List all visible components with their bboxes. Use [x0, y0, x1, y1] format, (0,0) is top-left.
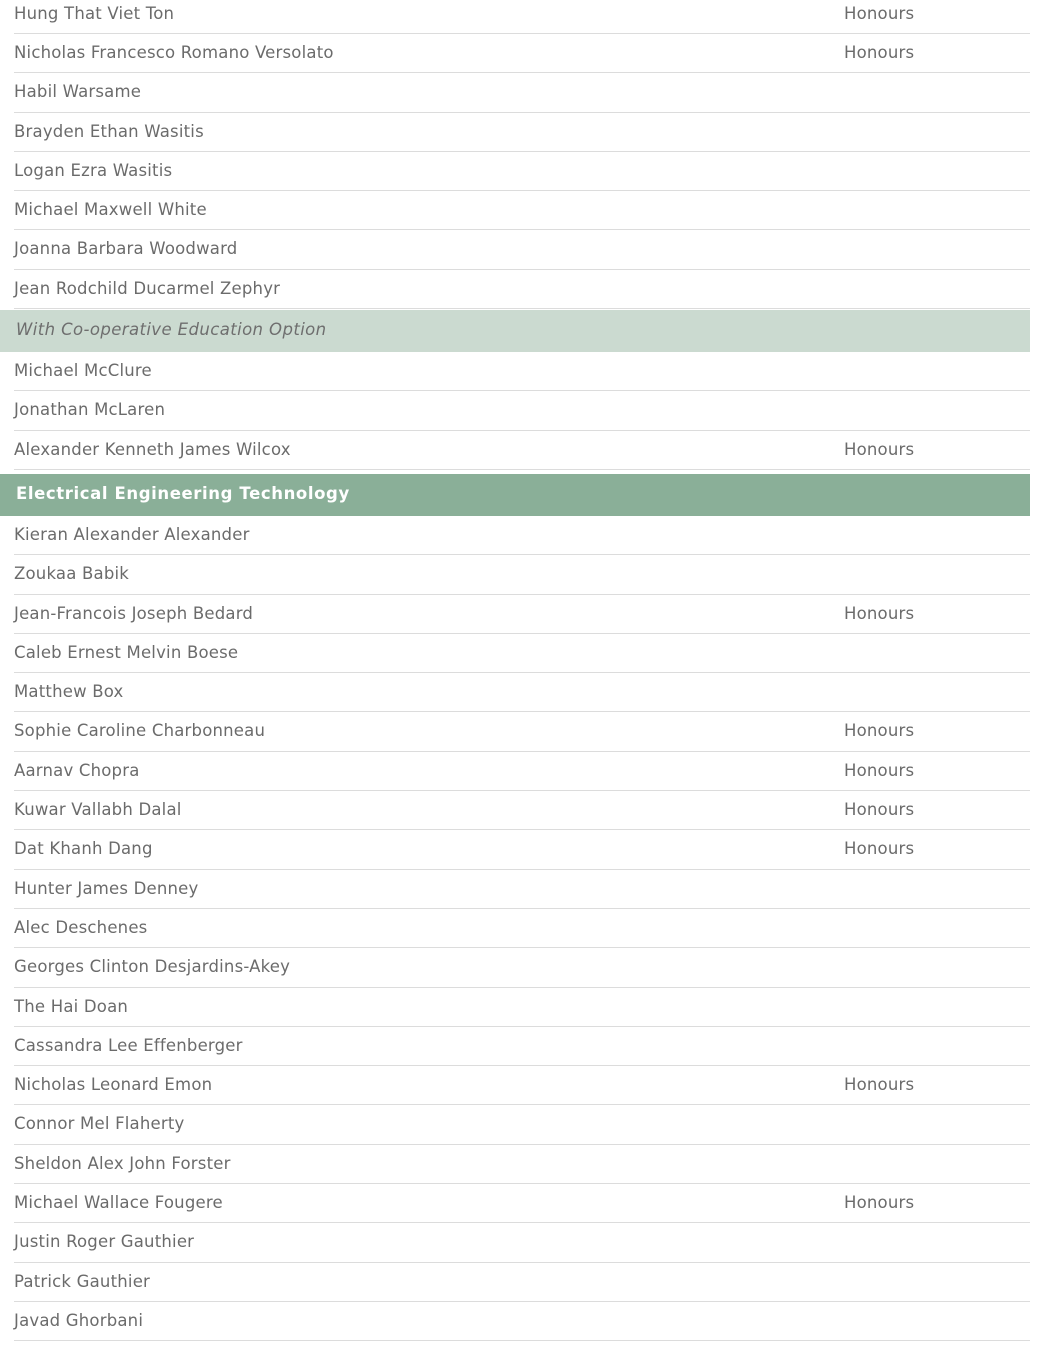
graduate-award: Honours — [844, 1075, 915, 1095]
graduate-row — [14, 73, 1030, 112]
graduate-award: Honours — [844, 839, 915, 859]
graduate-row — [14, 673, 1030, 712]
graduate-name: Joanna Barbara Woodward — [14, 239, 238, 259]
graduate-row — [14, 1105, 1030, 1144]
graduate-name: Hung That Viet Ton — [14, 4, 175, 23]
graduate-award: Honours — [844, 603, 915, 623]
graduate-name: Jean-Francois Joseph Bedard — [14, 603, 254, 623]
graduate-award: Honours — [844, 439, 915, 459]
graduate-row — [14, 34, 1030, 73]
graduate-row — [14, 634, 1030, 673]
graduate-row — [14, 1027, 1030, 1066]
graduate-award: Honours — [844, 800, 915, 820]
graduate-name: Connor Mel Flaherty — [14, 1114, 185, 1134]
graduate-award: Honours — [844, 721, 915, 741]
graduate-name: Javad Ghorbani — [14, 1310, 144, 1330]
graduate-row — [14, 352, 1030, 391]
graduate-name: Nicholas Leonard Emon — [14, 1075, 213, 1095]
graduate-name: Michael Wallace Fougere — [14, 1193, 223, 1213]
graduate-row — [14, 595, 1030, 634]
graduate-row — [14, 1223, 1030, 1262]
graduate-name: Nicholas Francesco Romano Versolato — [14, 43, 334, 62]
program-heading: Electrical Engineering Technology — [0, 474, 1030, 516]
graduate-row — [14, 909, 1030, 948]
graduate-name: Brayden Ethan Wasitis — [14, 121, 204, 141]
graduate-name: Caleb Ernest Melvin Boese — [14, 642, 239, 662]
graduate-award: Honours — [844, 1193, 915, 1213]
graduate-name: Cassandra Lee Effenberger — [14, 1035, 243, 1055]
coop-option-heading: With Co-operative Education Option — [0, 310, 1030, 352]
graduate-name: Zoukaa Babik — [14, 564, 130, 584]
graduate-row — [14, 830, 1030, 869]
graduate-name: Jean Rodchild Ducarmel Zephyr — [14, 278, 281, 298]
graduate-name: Georges Clinton Desjardins-Akey — [14, 957, 291, 977]
graduate-name: Alexander Kenneth James Wilcox — [14, 439, 291, 459]
graduate-award: Honours — [844, 4, 915, 23]
graduate-row — [14, 988, 1030, 1027]
graduate-row — [14, 230, 1030, 269]
graduate-row — [14, 113, 1030, 152]
graduate-name: The Hai Doan — [14, 996, 129, 1016]
graduate-row — [14, 270, 1030, 309]
graduate-row — [14, 712, 1030, 751]
graduate-name: Logan Ezra Wasitis — [14, 160, 173, 180]
graduate-row — [14, 1263, 1030, 1302]
graduate-award: Honours — [844, 760, 915, 780]
graduate-name: Habil Warsame — [14, 82, 142, 102]
graduate-name: Michael Maxwell White — [14, 200, 207, 220]
graduate-row — [14, 431, 1030, 470]
graduate-row — [14, 1184, 1030, 1223]
graduate-name: Aarnav Chopra — [14, 760, 140, 780]
graduate-name: Kuwar Vallabh Dalal — [14, 800, 182, 820]
graduate-row — [14, 948, 1030, 987]
graduate-award: Honours — [844, 43, 915, 62]
graduate-row — [14, 555, 1030, 594]
graduate-name: Sophie Caroline Charbonneau — [14, 721, 266, 741]
graduate-name: Kieran Alexander Alexander — [14, 524, 250, 544]
graduate-row — [14, 791, 1030, 830]
graduate-row — [14, 1066, 1030, 1105]
graduate-row — [14, 191, 1030, 230]
graduate-name: Sheldon Alex John Forster — [14, 1153, 231, 1173]
graduate-row — [14, 1302, 1030, 1341]
graduate-row — [14, 752, 1030, 791]
graduate-row — [14, 1145, 1030, 1184]
graduate-name: Jonathan McLaren — [14, 400, 166, 420]
graduate-name: Justin Roger Gauthier — [14, 1232, 195, 1252]
graduate-name: Hunter James Denney — [14, 878, 199, 898]
graduate-row — [14, 0, 1030, 34]
graduate-row — [14, 152, 1030, 191]
graduate-row — [14, 870, 1030, 909]
graduate-name: Dat Khanh Dang — [14, 839, 153, 859]
graduate-name: Patrick Gauthier — [14, 1271, 151, 1291]
graduate-row — [14, 391, 1030, 430]
graduate-name: Michael McClure — [14, 361, 152, 381]
graduate-row — [14, 516, 1030, 555]
graduate-name: Alec Deschenes — [14, 917, 148, 937]
graduate-name: Matthew Box — [14, 682, 124, 702]
